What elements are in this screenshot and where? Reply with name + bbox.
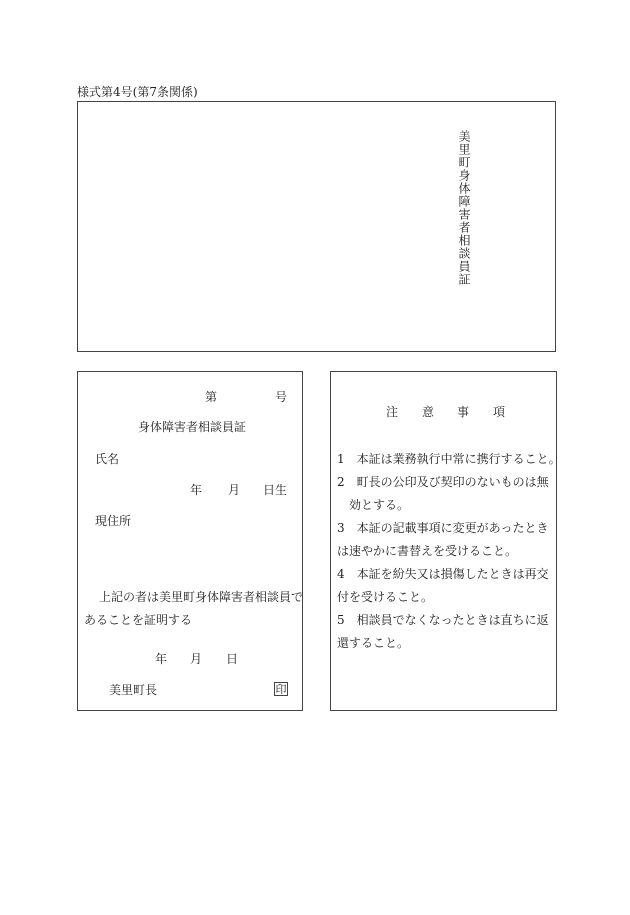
notes-heading-3: 事 [457,405,470,419]
birth-day-label: 日生 [263,483,288,497]
name-label: 氏名 [95,452,120,466]
note-line: 付を受けること。 [337,590,434,604]
note-line: 5 相談員でなくなったときは直ちに返 [337,613,549,627]
note-line: 効とする。 [337,498,410,512]
birth-year-label: 年 [190,483,203,497]
note-line: 2 町長の公印及び契印のないものは無 [337,475,549,489]
card-title: 身体障害者相談員証 [138,420,247,434]
card-back-panel [77,371,303,711]
issue-year-label: 年 [155,652,168,666]
notes-heading-4: 項 [493,405,506,419]
note-line: 4 本証を紛失又は損傷したときは再交 [337,567,549,581]
note-line: は速やかに書替えを受けること。 [337,544,518,558]
seal-mark: 印 [275,683,287,696]
address-label: 現住所 [95,514,132,528]
issue-day-label: 日 [226,652,239,666]
card-number-dai: 第 [205,390,218,404]
certification-line-2: あることを証明する [84,613,193,627]
note-line: 1 本証は業務執行中常に携行すること。 [337,452,561,466]
issuer-label: 美里町長 [109,683,158,697]
form-number-label: 様式第4号(第7条関係) [77,85,198,99]
card-number-go: 号 [275,390,288,404]
issue-month-label: 月 [190,652,203,666]
notes-heading-2: 意 [422,405,435,419]
birth-month-label: 月 [228,483,241,497]
card-front-vertical-title: 美里町身体障害者相談員証 [457,130,471,286]
certification-line-1: 上記の者は美里町身体障害者相談員で [99,590,304,604]
note-line: 3 本証の記載事項に変更があったとき [337,521,549,535]
card-front-panel [77,101,556,352]
note-line: 還すること。 [337,636,410,650]
notes-heading-1: 注 [386,405,399,419]
notes-panel [330,371,561,711]
